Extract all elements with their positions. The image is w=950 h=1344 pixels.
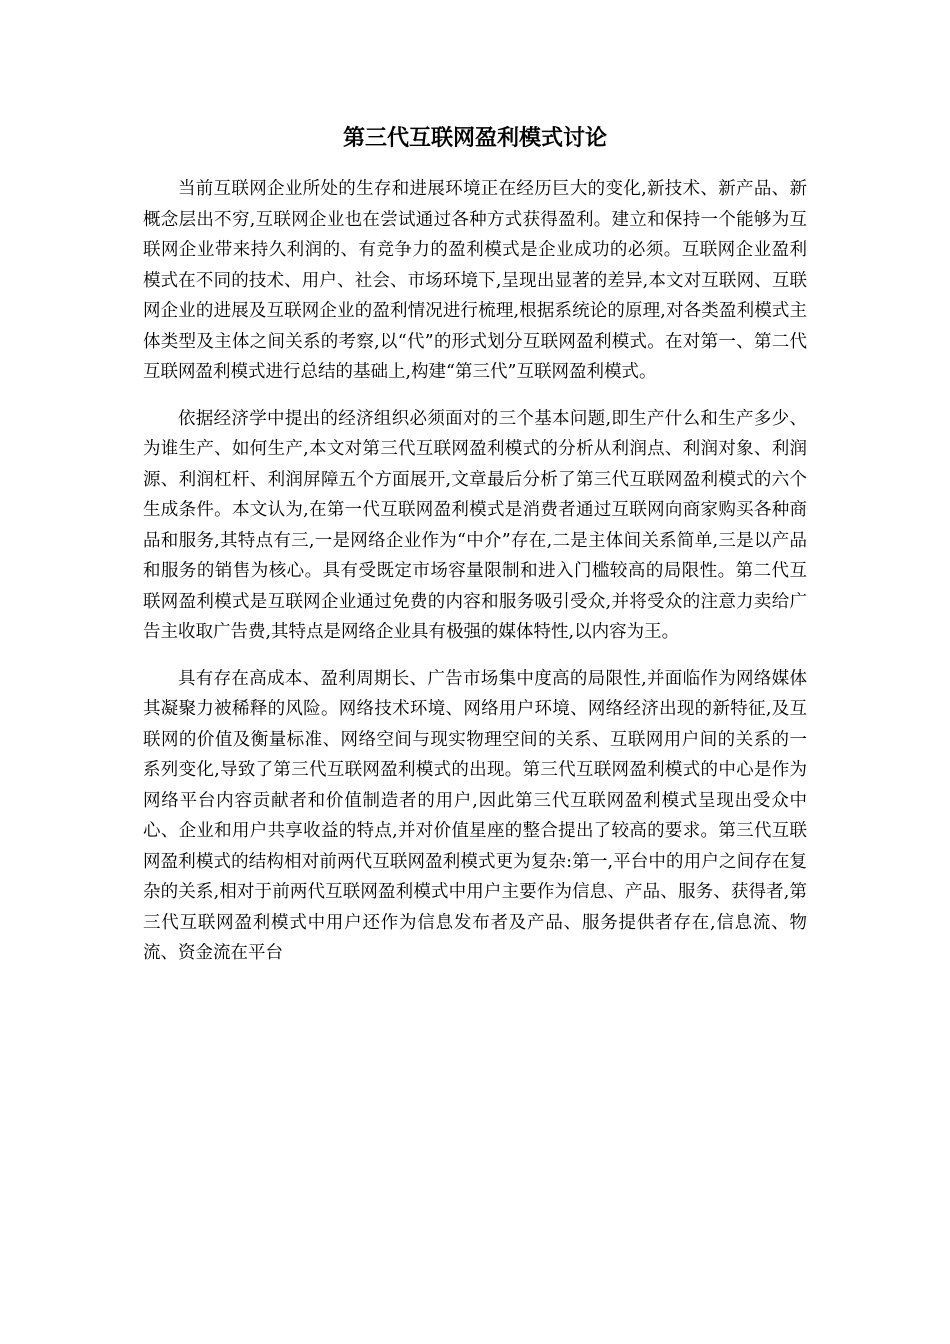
document-body [143, 174, 807, 985]
paragraph-2: 依据经济学中提出的经济组织必须面对的三个基本问题,即生产什么和生产多少、为谁生产、如何生产,本文对第三代互联网盈利模式的分析从利润点、利润对象、利润源、利润杠杆、利润屏障五个方面展开,文章最后分析了第三代互联网盈利模式的六个生成条件。本文认为,在第一代互联网盈利模式是消费者通过互联网向商家购买各种商品和服务,其特点有三,一是网络企业作为“中介”存在,二是主体间关系简单,三是以产品和服务的销售为核心。具有受既定市场容量限制和进入门槛较高的局限性。第二代互联网盈利模式是互联网企业通过免费的内容和服务吸引受众,并将受众的注意力卖给广告主收取广告费,其特点是网络企业具有极强的媒体特性,以内容为王。 [143, 408, 807, 642]
paragraph-1: 当前互联网企业所处的生存和进展环境正在经历巨大的变化,新技术、新产品、新概念层出不穷,互联网企业也在尝试通过各种方式获得盈利。建立和保持一个能够为互联网企业带来持久利润的、有竞争力的盈利模式是企业成功的必须。互联网企业盈利模式在不同的技术、用户、社会、市场环境下,呈现出显著的差异,本文对互联网、互联网企业的进展及互联网企业的盈利情况进行梳理,根据系统论的原理,对各类盈利模式主体类型及主体之间关系的考察,以“代”的形式划分互联网盈利模式。在对第一、第二代互联网盈利模式进行总结的基础上,构建“第三代”互联网盈利模式。 [143, 179, 807, 382]
paragraph-3: 具有存在高成本、盈利周期长、广告市场集中度高的局限性,并面临作为网络媒体其凝聚力被稀释的风险。网络技术环境、网络用户环境、网络经济出现的新特征,及互联网的价值及衡量标准、网络空间与现实物理空间的关系、互联网用户间的关系的一系列变化,导致了第三代互联网盈利模式的出现。第三代互联网盈利模式的中心是作为网络平台内容贡献者和价值制造者的用户,因此第三代互联网盈利模式呈现出受众中心、企业和用户共享收益的特点,并对价值星座的整合提出了较高的要求。第三代互联网盈利模式的结构相对前两代互联网盈利模式更为复杂:第一,平台中的用户之间存在复杂的关系,相对于前两代互联网盈利模式中用户主要作为信息、产品、服务、获得者,第三代互联网盈利模式中用户还作为信息发布者及产品、服务提供者存在,信息流、物流、资金流在平台 [143, 668, 807, 963]
document-title: 第三代互联网盈利模式讨论 [342, 125, 607, 151]
